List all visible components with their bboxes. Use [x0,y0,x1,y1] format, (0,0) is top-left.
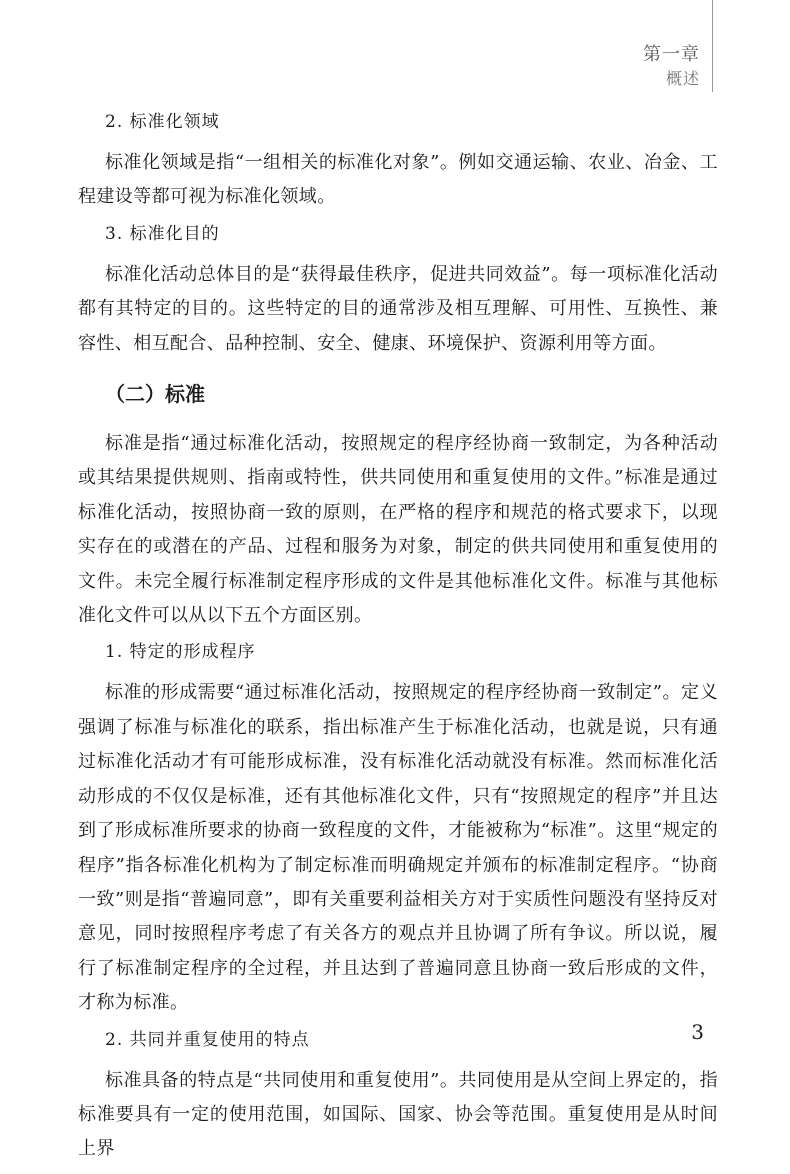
paragraph-purpose: 标准化活动总体目的是“获得最佳秩序，促进共同效益”。每一项标准化活动都有其特定的目的。这些特定的目的通常涉及相互理解、可用性、互换性、兼容性、相互配合、品种控制、安全、健康、环境保护、资源利用等方面。 [78,263,718,354]
subheading-common-use: 2. 共同并重复使用的特点 [105,1029,310,1050]
paragraph-procedure: 标准的形成需要“通过标准化活动，按照规定的程序经协商一致制定”。定义强调了标准与标准化的联系，指出标准产生于标准化活动，也就是说，只有通过标准化活动才有可能形成标准，没有标准化活动就没有标准。然而标准化活动形成的不仅仅是标准，还有其他标准化文件，只有“按照规定的程序”并且达到了形成标准所要求的协商一致程度的文件，才能被称为“标准”。这里“规定的程序”指各标准化机构为了制定标准而明确规定并颁布的标准制定程序。“协商一致”则是指“普遍同意”，即有关重要利益相关方对于实质性问题没有坚持反对意见，同时按照程序考虑了有关各方的观点并且协调了所有争议。所以说，履行了标准制定程序的全过程，并且达到了普遍同意且协商一致后形成的文件，才称为标准。 [78,682,718,1014]
subheading-procedure: 1. 特定的形成程序 [105,642,256,663]
page-content [78,110,718,1174]
section-heading-standard: （二）标准 [105,382,205,407]
subheading-field: 2. 标准化领域 [105,112,220,132]
page-number: 3 [691,1020,704,1044]
chapter-number: 第一章 [643,44,700,65]
subheading-purpose: 3. 标准化目的 [105,223,220,244]
paragraph-standard: 标准是指“通过标准化活动，按照规定的程序经协商一致制定，为各种活动或其结果提供规则、指南或特性，供共同使用和重复使用的文件。”标准是通过标准化活动，按照协商一致的原则，在严格的程序和规范的格式要求下，以现实存在的或潜在的产品、过程和服务为对象，制定的供共同使用和重复使用的文件。未完全履行标准制定程序形成的文件是其他标准化文件。标准与其他标准化文件可以从以下五个方面区别。 [78,433,718,627]
paragraph-common-use: 标准具备的特点是“共同使用和重复使用”。共同使用是从空间上界定的，指标准要具有一定的使用范围，如国际、国家、协会等范围。重复使用是从时间上界 [78,1069,718,1160]
paragraph-field: 标准化领域是指“一组相关的标准化对象”。例如交通运输、农业、冶金、工程建设等都可视为标准化领域。 [78,152,718,208]
chapter-title: 概述 [665,69,700,88]
header-divider [712,0,713,92]
